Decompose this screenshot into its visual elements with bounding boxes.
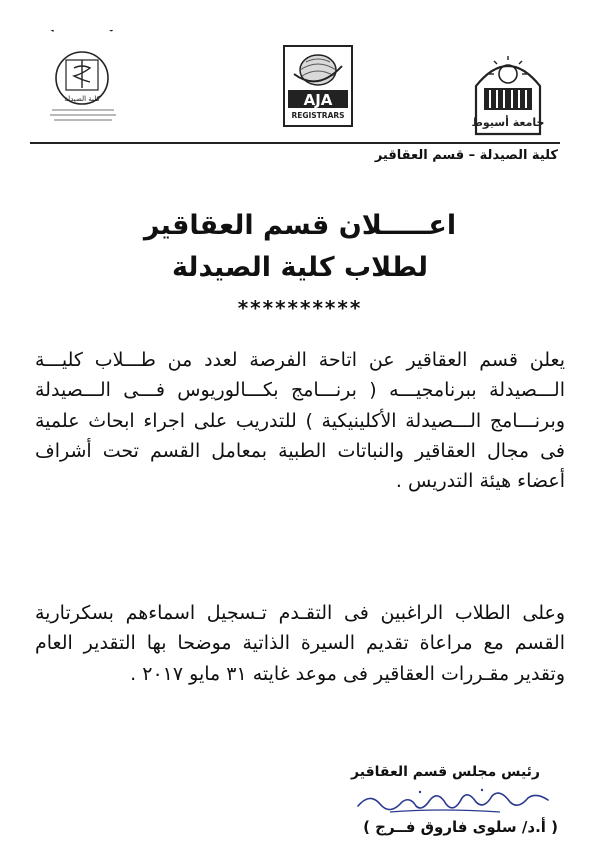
iso-text: I	[46, 30, 58, 35]
assiut-university-emblem-icon	[470, 52, 546, 136]
handwritten-signature	[350, 784, 560, 818]
assiut-logo-text: جامعة أسيوط	[471, 116, 545, 129]
announcement-paragraph-2: وعلى الطلاب الراغبين فى التقـدم تـسجيل اسماءهم بسكرتارية القسم مع مراعاة تقديم السيرة الذاتية موضحا بها التقدير العام وتقدير مقـررات العقاقير فى موعد غايته ٣١ مايو ٢٠١٧ .	[35, 602, 565, 685]
svg-text:ISO 9001/2008	[47, 30, 117, 34]
header-divider	[30, 142, 560, 144]
pharmacy-faculty-seal-icon	[30, 30, 130, 125]
signatory-role: رئيس مجلس قسم العقاقير	[351, 764, 540, 780]
signatory-name: ( أ.د/ سلوى فاروق فــرج )	[363, 818, 558, 836]
aja-logo-text: AJA	[303, 91, 333, 109]
stars-separator: **********	[237, 296, 363, 320]
department-line: كلية الصيدلة – قسم العقاقير	[374, 148, 558, 163]
registrars-logo-text: REGISTRARS	[291, 111, 345, 120]
announcement-subtitle: لطلاب كلية الصيدلة	[171, 252, 429, 283]
aja-registrars-icon	[282, 44, 354, 128]
announcement-title: اعـــــلان قسم العقاقير	[143, 210, 457, 241]
announcement-paragraph-1: يعلن قسم العقاقير عن اتاحة الفرصة لعدد من طـــلاب كليـــة الـــصيدلة ببرنامجيـــه ( برنـــامج بكـــالوريوس فـــى الـــصيدلة وبرنـــامج الـــصيدلة الأكلينيكية ) للتدريب على اجراء ابحاث علمية فى مجال العقاقير والنباتات الطبية بمعامل القسم تحت أشراف أعضاء هيئة التدريس .	[35, 349, 565, 493]
seal-inner-text: كلية الصيدلة	[64, 95, 100, 103]
